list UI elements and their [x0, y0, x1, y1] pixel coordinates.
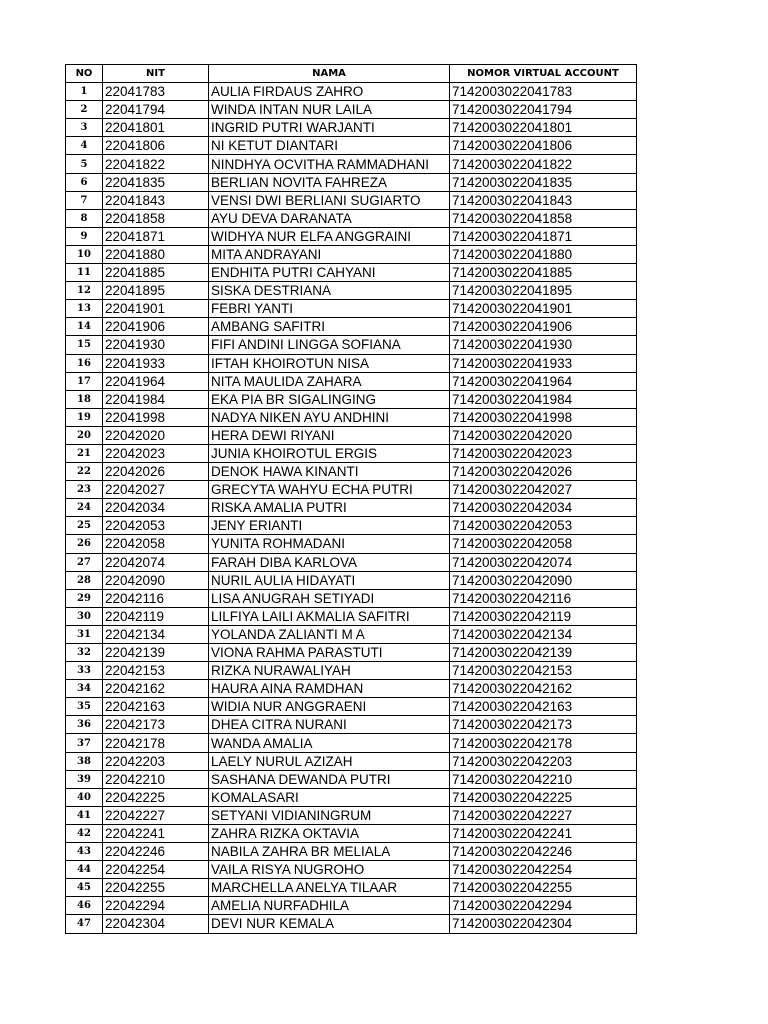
row-virtual-account: 7142003022041801: [450, 119, 637, 137]
table-row: [66, 390, 637, 408]
row-virtual-account: 7142003022041880: [450, 245, 637, 263]
row-nit: 22042254: [103, 861, 209, 879]
table-row: [66, 517, 637, 535]
row-nama: LAELY NURUL AZIZAH: [209, 752, 450, 770]
row-nama: LISA ANUGRAH SETIYADI: [209, 589, 450, 607]
table-row: [66, 173, 637, 191]
row-nama: WINDA INTAN NUR LAILA: [209, 101, 450, 119]
row-nama: DENOK HAWA KINANTI: [209, 463, 450, 481]
row-nit: 22042116: [103, 589, 209, 607]
row-nama: LILFIYA LAILI AKMALIA SAFITRI: [209, 607, 450, 625]
row-number: 33: [66, 662, 103, 680]
row-nit: 22041933: [103, 354, 209, 372]
row-virtual-account: 7142003022042020: [450, 426, 637, 444]
row-number: 46: [66, 897, 103, 915]
row-number: 13: [66, 300, 103, 318]
row-nit: 22042246: [103, 843, 209, 861]
table-row: [66, 119, 637, 137]
row-nit: 22041794: [103, 101, 209, 119]
table-row: [66, 716, 637, 734]
row-nama: JUNIA KHOIROTUL ERGIS: [209, 444, 450, 462]
row-nama: IFTAH KHOIROTUN NISA: [209, 354, 450, 372]
row-virtual-account: 7142003022042241: [450, 824, 637, 842]
table-row: [66, 336, 637, 354]
row-nit: 22042210: [103, 770, 209, 788]
row-nama: NINDHYA OCVITHA RAMMADHANI: [209, 155, 450, 173]
row-nama: VAILA RISYA NUGROHO: [209, 861, 450, 879]
table-row: [66, 571, 637, 589]
row-virtual-account: 7142003022041901: [450, 300, 637, 318]
table-row: [66, 662, 637, 680]
row-nama: EKA PIA BR SIGALINGING: [209, 390, 450, 408]
row-virtual-account: 7142003022041806: [450, 137, 637, 155]
row-nit: 22042241: [103, 824, 209, 842]
table-row: [66, 734, 637, 752]
row-virtual-account: 7142003022042162: [450, 680, 637, 698]
row-number: 45: [66, 879, 103, 897]
row-number: 28: [66, 571, 103, 589]
table-row: [66, 535, 637, 553]
row-nit: 22042074: [103, 553, 209, 571]
table-row: [66, 499, 637, 517]
row-nama: MARCHELLA ANELYA TILAAR: [209, 879, 450, 897]
table-row: [66, 155, 637, 173]
table-row: [66, 698, 637, 716]
table-row: [66, 861, 637, 879]
row-virtual-account: 7142003022042294: [450, 897, 637, 915]
row-number: 47: [66, 915, 103, 933]
row-number: 26: [66, 535, 103, 553]
row-virtual-account: 7142003022042203: [450, 752, 637, 770]
row-nit: 22042020: [103, 426, 209, 444]
row-virtual-account: 7142003022042255: [450, 879, 637, 897]
row-nit: 22042090: [103, 571, 209, 589]
row-nama: SASHANA DEWANDA PUTRI: [209, 770, 450, 788]
table-row: [66, 607, 637, 625]
row-virtual-account: 7142003022041858: [450, 209, 637, 227]
table-row: [66, 625, 637, 643]
table-row: [66, 300, 637, 318]
row-number: 23: [66, 481, 103, 499]
row-nit: 22041906: [103, 318, 209, 336]
row-virtual-account: 7142003022042304: [450, 915, 637, 933]
row-virtual-account: 7142003022041998: [450, 408, 637, 426]
row-nama: AMELIA NURFADHILA: [209, 897, 450, 915]
row-number: 29: [66, 589, 103, 607]
row-nit: 22041871: [103, 227, 209, 245]
row-virtual-account: 7142003022041964: [450, 372, 637, 390]
row-number: 11: [66, 264, 103, 282]
row-nit: 22042153: [103, 662, 209, 680]
row-nama: AYU DEVA DARANATA: [209, 209, 450, 227]
table-row: [66, 879, 637, 897]
row-nama: JENY ERIANTI: [209, 517, 450, 535]
table-row: [66, 553, 637, 571]
table-row: [66, 245, 637, 263]
table-row: [66, 770, 637, 788]
row-number: 2: [66, 101, 103, 119]
table-row: [66, 227, 637, 245]
row-nit: 22042163: [103, 698, 209, 716]
row-virtual-account: 7142003022042210: [450, 770, 637, 788]
row-nit: 22041880: [103, 245, 209, 263]
table-row: [66, 897, 637, 915]
row-nit: 22042026: [103, 463, 209, 481]
row-nit: 22041835: [103, 173, 209, 191]
row-nit: 22041998: [103, 408, 209, 426]
table-row: [66, 408, 637, 426]
row-nit: 22041806: [103, 137, 209, 155]
row-number: 42: [66, 824, 103, 842]
row-virtual-account: 7142003022041871: [450, 227, 637, 245]
row-nit: 22041930: [103, 336, 209, 354]
row-virtual-account: 7142003022042116: [450, 589, 637, 607]
row-virtual-account: 7142003022042246: [450, 843, 637, 861]
row-nama: INGRID PUTRI WARJANTI: [209, 119, 450, 137]
row-number: 7: [66, 191, 103, 209]
row-virtual-account: 7142003022042134: [450, 625, 637, 643]
table-row: [66, 788, 637, 806]
row-number: 27: [66, 553, 103, 571]
row-nama: HAURA AINA RAMDHAN: [209, 680, 450, 698]
row-nit: 22041901: [103, 300, 209, 318]
row-number: 43: [66, 843, 103, 861]
row-number: 44: [66, 861, 103, 879]
row-nama: WANDA AMALIA: [209, 734, 450, 752]
row-virtual-account: 7142003022042074: [450, 553, 637, 571]
row-nit: 22042023: [103, 444, 209, 462]
row-virtual-account: 7142003022041835: [450, 173, 637, 191]
table-row: [66, 372, 637, 390]
row-number: 5: [66, 155, 103, 173]
row-virtual-account: 7142003022041895: [450, 282, 637, 300]
row-virtual-account: 7142003022041822: [450, 155, 637, 173]
row-nit: 22041984: [103, 390, 209, 408]
row-virtual-account: 7142003022041984: [450, 390, 637, 408]
table-row: [66, 444, 637, 462]
row-number: 8: [66, 209, 103, 227]
row-nit: 22041858: [103, 209, 209, 227]
row-number: 15: [66, 336, 103, 354]
table-row: [66, 644, 637, 662]
row-number: 34: [66, 680, 103, 698]
row-nit: 22042058: [103, 535, 209, 553]
row-nit: 22042178: [103, 734, 209, 752]
row-number: 30: [66, 607, 103, 625]
row-number: 17: [66, 372, 103, 390]
row-nit: 22041783: [103, 83, 209, 101]
row-nama: NITA MAULIDA ZAHARA: [209, 372, 450, 390]
row-nama: SETYANI VIDIANINGRUM: [209, 806, 450, 824]
header-nama: NAMA: [209, 65, 450, 83]
row-nama: YOLANDA ZALIANTI M A: [209, 625, 450, 643]
row-nit: 22042034: [103, 499, 209, 517]
table-row: [66, 426, 637, 444]
table-row: [66, 824, 637, 842]
header-virtual-account: NOMOR VIRTUAL ACCOUNT: [450, 65, 637, 83]
row-nama: NADYA NIKEN AYU ANDHINI: [209, 408, 450, 426]
row-nit: 22042294: [103, 897, 209, 915]
row-virtual-account: 7142003022042119: [450, 607, 637, 625]
row-virtual-account: 7142003022042163: [450, 698, 637, 716]
table-row: [66, 752, 637, 770]
row-nit: 22041801: [103, 119, 209, 137]
row-number: 37: [66, 734, 103, 752]
row-number: 19: [66, 408, 103, 426]
row-virtual-account: 7142003022041783: [450, 83, 637, 101]
row-virtual-account: 7142003022042227: [450, 806, 637, 824]
student-table: [65, 64, 637, 934]
row-virtual-account: 7142003022042023: [450, 444, 637, 462]
row-nama: AMBANG SAFITRI: [209, 318, 450, 336]
row-nama: ZAHRA RIZKA OKTAVIA: [209, 824, 450, 842]
row-nama: FARAH DIBA KARLOVA: [209, 553, 450, 571]
row-nama: VIONA RAHMA PARASTUTI: [209, 644, 450, 662]
row-number: 9: [66, 227, 103, 245]
row-nit: 22042227: [103, 806, 209, 824]
row-number: 1: [66, 83, 103, 101]
row-number: 6: [66, 173, 103, 191]
row-nit: 22041885: [103, 264, 209, 282]
table-row: [66, 137, 637, 155]
row-number: 36: [66, 716, 103, 734]
row-virtual-account: 7142003022041843: [450, 191, 637, 209]
row-nit: 22041895: [103, 282, 209, 300]
row-number: 35: [66, 698, 103, 716]
row-virtual-account: 7142003022042254: [450, 861, 637, 879]
row-number: 18: [66, 390, 103, 408]
table-row: [66, 843, 637, 861]
table-row: [66, 282, 637, 300]
row-virtual-account: 7142003022042053: [450, 517, 637, 535]
row-nama: BERLIAN NOVITA FAHREZA: [209, 173, 450, 191]
row-virtual-account: 7142003022041933: [450, 354, 637, 372]
table-row: [66, 101, 637, 119]
row-nama: ENDHITA PUTRI CAHYANI: [209, 264, 450, 282]
table-row: [66, 481, 637, 499]
row-virtual-account: 7142003022042173: [450, 716, 637, 734]
row-nama: NURIL AULIA HIDAYATI: [209, 571, 450, 589]
row-nama: RISKA AMALIA PUTRI: [209, 499, 450, 517]
row-virtual-account: 7142003022042139: [450, 644, 637, 662]
row-nama: HERA DEWI RIYANI: [209, 426, 450, 444]
table-row: [66, 806, 637, 824]
row-number: 10: [66, 245, 103, 263]
header-row: [66, 65, 637, 83]
table-row: [66, 354, 637, 372]
row-nama: SISKA DESTRIANA: [209, 282, 450, 300]
table-row: [66, 264, 637, 282]
table-body: [66, 83, 637, 933]
row-number: 3: [66, 119, 103, 137]
row-nit: 22041843: [103, 191, 209, 209]
row-nama: WIDIA NUR ANGGRAENI: [209, 698, 450, 716]
row-number: 12: [66, 282, 103, 300]
row-virtual-account: 7142003022042153: [450, 662, 637, 680]
table-row: [66, 191, 637, 209]
row-nit: 22042119: [103, 607, 209, 625]
header-no: NO: [66, 65, 103, 83]
table-header: [66, 65, 637, 83]
row-nit: 22042134: [103, 625, 209, 643]
row-nit: 22042203: [103, 752, 209, 770]
row-number: 4: [66, 137, 103, 155]
row-virtual-account: 7142003022042027: [450, 481, 637, 499]
row-nit: 22042255: [103, 879, 209, 897]
table-row: [66, 589, 637, 607]
row-virtual-account: 7142003022042026: [450, 463, 637, 481]
row-number: 39: [66, 770, 103, 788]
row-nama: MITA ANDRAYANI: [209, 245, 450, 263]
row-virtual-account: 7142003022041885: [450, 264, 637, 282]
row-number: 21: [66, 444, 103, 462]
row-nit: 22042027: [103, 481, 209, 499]
row-virtual-account: 7142003022041906: [450, 318, 637, 336]
row-nama: VENSI DWI BERLIANI SUGIARTO: [209, 191, 450, 209]
row-number: 22: [66, 463, 103, 481]
table-row: [66, 83, 637, 101]
row-number: 38: [66, 752, 103, 770]
row-number: 31: [66, 625, 103, 643]
row-nama: GRECYTA WAHYU ECHA PUTRI: [209, 481, 450, 499]
table-row: [66, 915, 637, 933]
row-nama: FIFI ANDINI LINGGA SOFIANA: [209, 336, 450, 354]
row-nama: AULIA FIRDAUS ZAHRO: [209, 83, 450, 101]
row-nit: 22042225: [103, 788, 209, 806]
table-row: [66, 680, 637, 698]
row-nama: DEVI NUR KEMALA: [209, 915, 450, 933]
row-number: 14: [66, 318, 103, 336]
row-nit: 22041964: [103, 372, 209, 390]
row-number: 24: [66, 499, 103, 517]
row-virtual-account: 7142003022042058: [450, 535, 637, 553]
row-virtual-account: 7142003022041930: [450, 336, 637, 354]
row-nit: 22042053: [103, 517, 209, 535]
table-row: [66, 463, 637, 481]
row-number: 20: [66, 426, 103, 444]
row-nama: FEBRI YANTI: [209, 300, 450, 318]
row-virtual-account: 7142003022041794: [450, 101, 637, 119]
row-nama: DHEA CITRA NURANI: [209, 716, 450, 734]
row-virtual-account: 7142003022042225: [450, 788, 637, 806]
row-virtual-account: 7142003022042178: [450, 734, 637, 752]
header-nit: NIT: [103, 65, 209, 83]
row-nit: 22042173: [103, 716, 209, 734]
row-nama: NI KETUT DIANTARI: [209, 137, 450, 155]
row-virtual-account: 7142003022042090: [450, 571, 637, 589]
row-number: 41: [66, 806, 103, 824]
row-number: 16: [66, 354, 103, 372]
row-nit: 22042162: [103, 680, 209, 698]
row-nit: 22041822: [103, 155, 209, 173]
row-virtual-account: 7142003022042034: [450, 499, 637, 517]
row-nit: 22042139: [103, 644, 209, 662]
row-number: 40: [66, 788, 103, 806]
row-nama: NABILA ZAHRA BR MELIALA: [209, 843, 450, 861]
row-nama: YUNITA ROHMADANI: [209, 535, 450, 553]
row-number: 25: [66, 517, 103, 535]
row-nama: WIDHYA NUR ELFA ANGGRAINI: [209, 227, 450, 245]
table-row: [66, 209, 637, 227]
row-nama: KOMALASARI: [209, 788, 450, 806]
row-nit: 22042304: [103, 915, 209, 933]
row-nama: RIZKA NURAWALIYAH: [209, 662, 450, 680]
table-row: [66, 318, 637, 336]
row-number: 32: [66, 644, 103, 662]
